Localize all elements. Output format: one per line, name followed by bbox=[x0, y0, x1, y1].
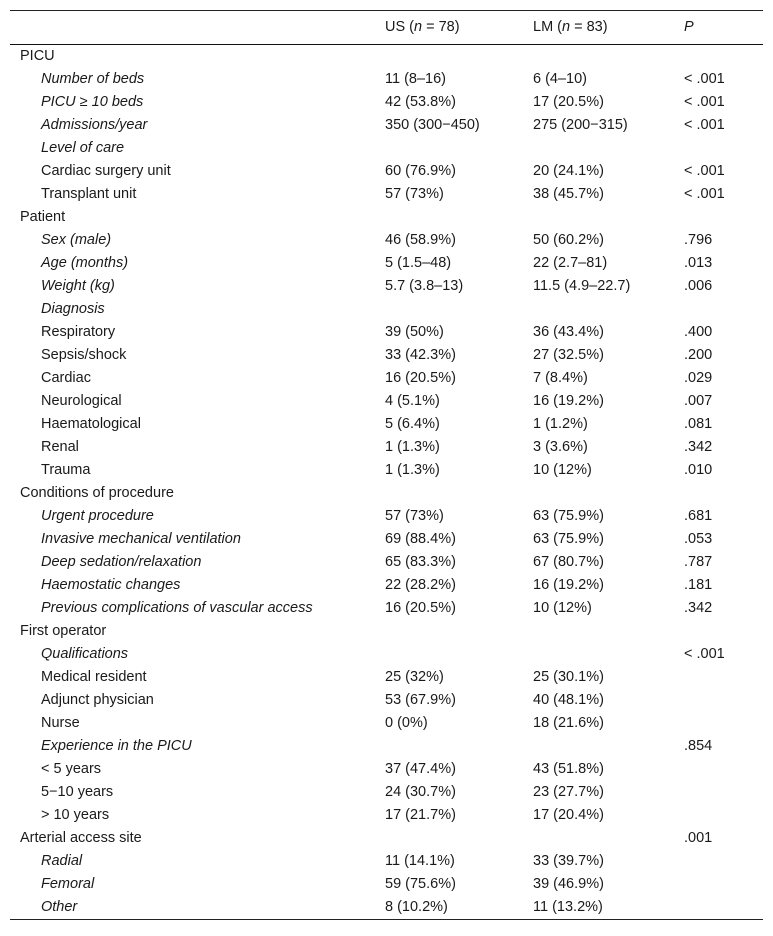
row-label: Conditions of procedure bbox=[20, 485, 174, 501]
lm-value: 33 (39.7%) bbox=[533, 853, 604, 869]
p-value: .001 bbox=[684, 830, 713, 846]
lm-value: 6 (4–10) bbox=[533, 71, 588, 87]
p-value: .029 bbox=[684, 370, 713, 386]
p-value: .342 bbox=[684, 439, 713, 455]
p-value: < .001 bbox=[684, 94, 725, 110]
table-row bbox=[10, 298, 763, 321]
us-value: 37 (47.4%) bbox=[385, 761, 456, 777]
table-row bbox=[10, 528, 763, 551]
row-label: Nurse bbox=[41, 715, 80, 731]
p-value: .200 bbox=[684, 347, 713, 363]
row-label: Admissions/year bbox=[41, 117, 148, 133]
p-value: < .001 bbox=[684, 163, 725, 179]
p-value: .006 bbox=[684, 278, 713, 294]
table-row bbox=[10, 597, 763, 620]
row-label: Cardiac bbox=[41, 370, 91, 386]
lm-value: 40 (48.1%) bbox=[533, 692, 604, 708]
table-row bbox=[10, 367, 763, 390]
table-body bbox=[10, 45, 763, 919]
table-row bbox=[10, 321, 763, 344]
us-value: 46 (58.9%) bbox=[385, 232, 456, 248]
table-row bbox=[10, 873, 763, 896]
row-label: PICU ≥ 10 beds bbox=[41, 94, 144, 110]
p-value: < .001 bbox=[684, 117, 725, 133]
table-row bbox=[10, 505, 763, 528]
row-label: Other bbox=[41, 899, 78, 915]
table-row bbox=[10, 620, 763, 643]
row-label: < 5 years bbox=[41, 761, 102, 777]
table-row bbox=[10, 735, 763, 758]
lm-value: 17 (20.4%) bbox=[533, 807, 604, 823]
header-us: US (n = 78) bbox=[385, 19, 460, 35]
table-bottom-rule bbox=[10, 919, 763, 920]
p-value: .010 bbox=[684, 462, 713, 478]
us-value: 4 (5.1%) bbox=[385, 393, 440, 409]
row-label: Renal bbox=[41, 439, 79, 455]
table-row bbox=[10, 689, 763, 712]
p-value: .181 bbox=[684, 577, 713, 593]
us-value: 16 (20.5%) bbox=[385, 370, 456, 386]
p-value: < .001 bbox=[684, 186, 725, 202]
lm-value: 63 (75.9%) bbox=[533, 531, 604, 547]
lm-value: 11 (13.2%) bbox=[533, 899, 603, 915]
table-row bbox=[10, 275, 763, 298]
us-value: 65 (83.3%) bbox=[385, 554, 456, 570]
row-label: Femoral bbox=[41, 876, 95, 892]
p-value: .342 bbox=[684, 600, 713, 616]
us-value: 33 (42.3%) bbox=[385, 347, 456, 363]
lm-value: 1 (1.2%) bbox=[533, 416, 588, 432]
row-label: Adjunct physician bbox=[41, 692, 154, 708]
table-row bbox=[10, 482, 763, 505]
lm-value: 50 (60.2%) bbox=[533, 232, 604, 248]
table-row bbox=[10, 436, 763, 459]
us-value: 42 (53.8%) bbox=[385, 94, 456, 110]
lm-value: 16 (19.2%) bbox=[533, 393, 604, 409]
lm-value: 38 (45.7%) bbox=[533, 186, 604, 202]
us-value: 16 (20.5%) bbox=[385, 600, 456, 616]
lm-value: 67 (80.7%) bbox=[533, 554, 604, 570]
header-p: P bbox=[684, 19, 694, 35]
us-value: 1 (1.3%) bbox=[385, 439, 440, 455]
us-value: 5.7 (3.8–13) bbox=[385, 278, 464, 294]
table-row bbox=[10, 459, 763, 482]
row-label: Haematological bbox=[41, 416, 141, 432]
row-label: Urgent procedure bbox=[41, 508, 154, 524]
row-label: Experience in the PICU bbox=[41, 738, 192, 754]
row-label: PICU bbox=[20, 48, 55, 64]
p-value: .007 bbox=[684, 393, 713, 409]
p-value: .013 bbox=[684, 255, 713, 271]
table-row bbox=[10, 206, 763, 229]
us-value: 17 (21.7%) bbox=[385, 807, 456, 823]
us-value: 22 (28.2%) bbox=[385, 577, 456, 593]
lm-value: 63 (75.9%) bbox=[533, 508, 604, 524]
row-label: Haemostatic changes bbox=[41, 577, 181, 593]
lm-value: 10 (12%) bbox=[533, 462, 592, 478]
row-label: Deep sedation/relaxation bbox=[41, 554, 202, 570]
lm-value: 17 (20.5%) bbox=[533, 94, 604, 110]
table-row bbox=[10, 91, 763, 114]
row-label: Weight (kg) bbox=[41, 278, 115, 294]
comparison-table bbox=[10, 10, 763, 920]
p-value: < .001 bbox=[684, 646, 725, 662]
table-row bbox=[10, 183, 763, 206]
us-value: 350 (300−450) bbox=[385, 117, 480, 133]
table-row bbox=[10, 804, 763, 827]
us-value: 8 (10.2%) bbox=[385, 899, 448, 915]
p-value: < .001 bbox=[684, 71, 725, 87]
lm-value: 10 (12%) bbox=[533, 600, 592, 616]
table-row bbox=[10, 758, 763, 781]
row-label: Patient bbox=[20, 209, 66, 225]
row-label: Invasive mechanical ventilation bbox=[41, 531, 241, 547]
lm-value: 27 (32.5%) bbox=[533, 347, 604, 363]
us-value: 57 (73%) bbox=[385, 186, 444, 202]
row-label: Respiratory bbox=[41, 324, 116, 340]
row-label: Arterial access site bbox=[20, 830, 142, 846]
us-value: 60 (76.9%) bbox=[385, 163, 456, 179]
table-row bbox=[10, 413, 763, 436]
row-label: > 10 years bbox=[41, 807, 110, 823]
table-row bbox=[10, 252, 763, 275]
lm-value: 20 (24.1%) bbox=[533, 163, 604, 179]
us-value: 11 (14.1%) bbox=[385, 853, 455, 869]
row-label: Previous complications of vascular access bbox=[41, 600, 313, 616]
row-label: Qualifications bbox=[41, 646, 129, 662]
p-value: .796 bbox=[684, 232, 713, 248]
table-row bbox=[10, 45, 763, 68]
table-row bbox=[10, 850, 763, 873]
us-value: 24 (30.7%) bbox=[385, 784, 456, 800]
us-value: 11 (8–16) bbox=[385, 71, 446, 87]
p-value: .400 bbox=[684, 324, 713, 340]
us-value: 5 (1.5–48) bbox=[385, 255, 452, 271]
p-value: .787 bbox=[684, 554, 713, 570]
p-value: .053 bbox=[684, 531, 713, 547]
us-value: 25 (32%) bbox=[385, 669, 444, 685]
row-label: 5−10 years bbox=[41, 784, 114, 800]
lm-value: 11.5 (4.9–22.7) bbox=[533, 278, 631, 294]
header-lm: LM (n = 83) bbox=[533, 19, 608, 35]
lm-value: 22 (2.7–81) bbox=[533, 255, 608, 271]
table-header-row bbox=[10, 11, 763, 44]
lm-value: 25 (30.1%) bbox=[533, 669, 604, 685]
row-label: Medical resident bbox=[41, 669, 147, 685]
row-label: Transplant unit bbox=[41, 186, 137, 202]
row-label: Diagnosis bbox=[41, 301, 105, 317]
row-label: Age (months) bbox=[41, 255, 129, 271]
row-label: Sex (male) bbox=[41, 232, 112, 248]
lm-value: 23 (27.7%) bbox=[533, 784, 604, 800]
table-row bbox=[10, 114, 763, 137]
row-label: First operator bbox=[20, 623, 107, 639]
row-label: Radial bbox=[41, 853, 83, 869]
lm-value: 43 (51.8%) bbox=[533, 761, 604, 777]
table-row bbox=[10, 137, 763, 160]
table-row bbox=[10, 574, 763, 597]
table-row bbox=[10, 781, 763, 804]
p-value: .681 bbox=[684, 508, 713, 524]
lm-value: 7 (8.4%) bbox=[533, 370, 588, 386]
table-row bbox=[10, 229, 763, 252]
lm-value: 275 (200−315) bbox=[533, 117, 628, 133]
table-row bbox=[10, 896, 763, 919]
table-row bbox=[10, 344, 763, 367]
row-label: Neurological bbox=[41, 393, 122, 409]
us-value: 53 (67.9%) bbox=[385, 692, 456, 708]
us-value: 39 (50%) bbox=[385, 324, 444, 340]
row-label: Level of care bbox=[41, 140, 125, 156]
us-value: 0 (0%) bbox=[385, 715, 428, 731]
row-label: Sepsis/shock bbox=[41, 347, 127, 363]
row-label: Cardiac surgery unit bbox=[41, 163, 171, 179]
table-row bbox=[10, 712, 763, 735]
table-row bbox=[10, 551, 763, 574]
row-label: Number of beds bbox=[41, 71, 145, 87]
us-value: 69 (88.4%) bbox=[385, 531, 456, 547]
table-row bbox=[10, 643, 763, 666]
table-row bbox=[10, 666, 763, 689]
us-value: 57 (73%) bbox=[385, 508, 444, 524]
us-value: 59 (75.6%) bbox=[385, 876, 456, 892]
lm-value: 16 (19.2%) bbox=[533, 577, 604, 593]
row-label: Trauma bbox=[41, 462, 91, 478]
table-row bbox=[10, 390, 763, 413]
lm-value: 18 (21.6%) bbox=[533, 715, 604, 731]
p-value: .854 bbox=[684, 738, 713, 754]
table-row bbox=[10, 827, 763, 850]
lm-value: 39 (46.9%) bbox=[533, 876, 604, 892]
table-row bbox=[10, 160, 763, 183]
us-value: 1 (1.3%) bbox=[385, 462, 440, 478]
us-value: 5 (6.4%) bbox=[385, 416, 440, 432]
p-value: .081 bbox=[684, 416, 713, 432]
table-row bbox=[10, 68, 763, 91]
lm-value: 3 (3.6%) bbox=[533, 439, 588, 455]
lm-value: 36 (43.4%) bbox=[533, 324, 604, 340]
